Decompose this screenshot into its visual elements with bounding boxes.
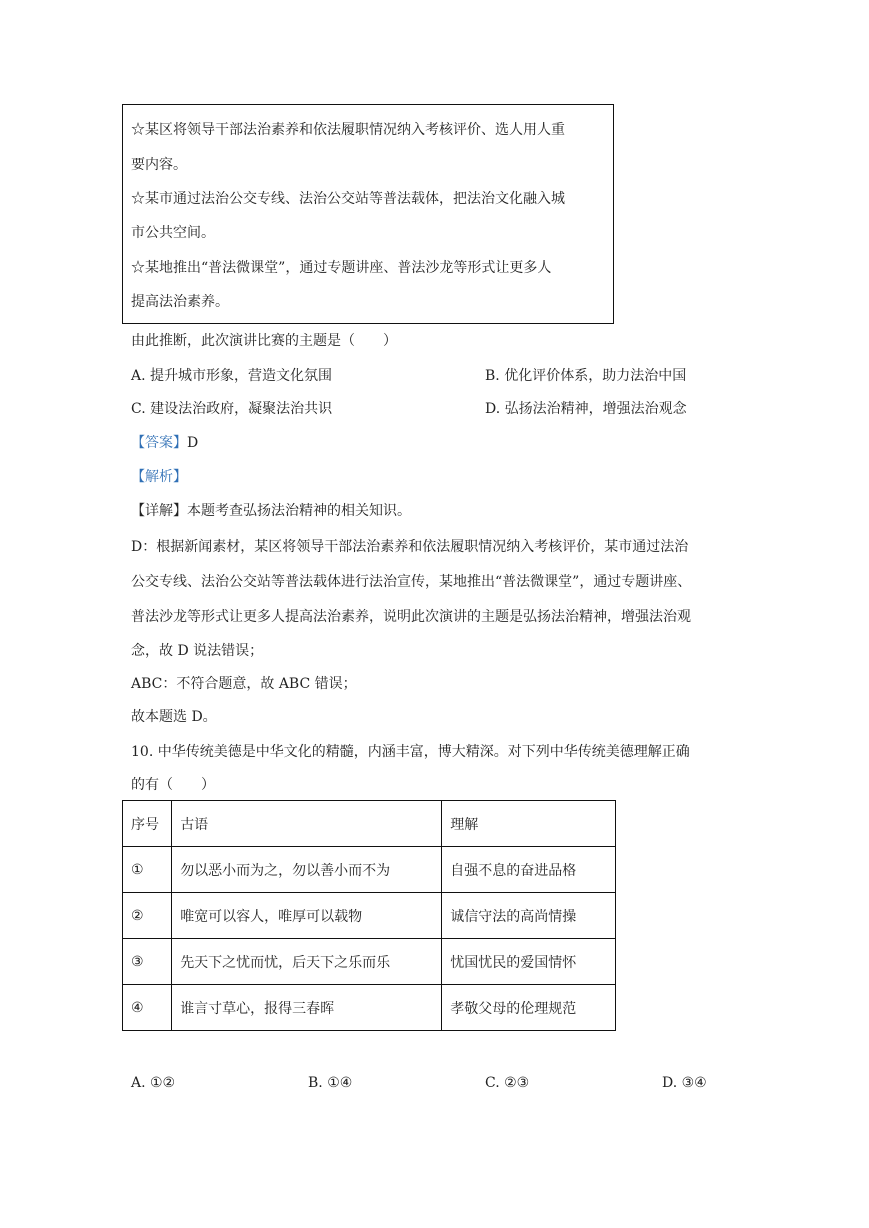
detail-line: 【详解】本题考查弘扬法治精神的相关知识。	[131, 503, 411, 519]
q9-option-a: A. 提升城市形象，营造文化氛围	[131, 368, 333, 384]
header-cell: 序号	[123, 801, 172, 847]
q10-option-c: C. ②③	[485, 1075, 530, 1091]
answer-line	[131, 432, 198, 452]
q10-option-d: D. ③④	[662, 1075, 707, 1091]
header-cell: 理解	[442, 801, 616, 847]
explanation-line: 公交专线、法治公交站等普法载体进行法治宣传，某地推出“普法微课堂”，通过专题讲座、	[131, 574, 692, 590]
answer-label: 【答案】	[131, 435, 187, 451]
table-cell: 谁言寸草心，报得三春晖	[172, 985, 442, 1031]
table-cell: 先天下之忧而忧，后天下之乐而乐	[172, 939, 442, 985]
table-cell: 孝敬父母的伦理规范	[442, 985, 616, 1031]
table-cell: 唯宽可以容人，唯厚可以载物	[172, 893, 442, 939]
conclusion-line: 故本题选 D。	[131, 709, 217, 725]
explanation-line: 普法沙龙等形式让更多人提高法治素养，说明此次演讲的主题是弘扬法治精神，增强法治观	[131, 609, 691, 625]
q10-option-a: A. ①②	[131, 1075, 176, 1091]
material-line: 要内容。	[131, 157, 187, 173]
table-row	[123, 985, 616, 1031]
q9-stem: 由此推断，此次演讲比赛的主题是（ ）	[131, 333, 397, 349]
abc-line: ABC：不符合题意，故 ABC 错误；	[131, 676, 357, 692]
table-row	[123, 847, 616, 893]
answer-value: D	[187, 435, 199, 451]
q9-option-b: B. 优化评价体系，助力法治中国	[485, 368, 687, 384]
table-row	[123, 939, 616, 985]
explanation-line: 念，故 D 说法错误；	[131, 643, 264, 659]
q10-stem-cont: 的有（ ）	[131, 777, 215, 793]
material-line: 市公共空间。	[131, 225, 215, 241]
material-line: ☆某市通过法治公交专线、法治公交站等普法载体，把法治文化融入城	[131, 191, 565, 207]
q9-option-d: D. 弘扬法治精神，增强法治观念	[485, 401, 687, 417]
table-header-row	[123, 801, 616, 847]
q9-option-c: C. 建设法治政府，凝聚法治共识	[131, 401, 333, 417]
table-cell: 自强不息的奋进品格	[442, 847, 616, 893]
virtues-table	[122, 800, 616, 1031]
analysis-label: 【解析】	[131, 469, 187, 485]
table-row	[123, 893, 616, 939]
news-material-box	[122, 104, 614, 324]
table-cell: ③	[123, 939, 172, 985]
table-cell: 诚信守法的高尚情操	[442, 893, 616, 939]
q10-option-b: B. ①④	[308, 1075, 353, 1091]
header-cell: 古语	[172, 801, 442, 847]
material-line: ☆某区将领导干部法治素养和依法履职情况纳入考核评价、选人用人重	[131, 122, 565, 138]
table-cell: 忧国忧民的爱国情怀	[442, 939, 616, 985]
material-line: 提高法治素养。	[131, 294, 229, 310]
explanation-line: D：根据新闻素材，某区将领导干部法治素养和依法履职情况纳入考核评价，某市通过法治	[131, 539, 689, 555]
table-cell: ②	[123, 893, 172, 939]
table-cell: 勿以恶小而为之，勿以善小而不为	[172, 847, 442, 893]
table-cell: ①	[123, 847, 172, 893]
q10-stem: 10. 中华传统美德是中华文化的精髓，内涵丰富，博大精深。对下列中华传统美德理解正确	[131, 744, 690, 760]
table-cell: ④	[123, 985, 172, 1031]
material-line: ☆某地推出“普法微课堂”，通过专题讲座、普法沙龙等形式让更多人	[131, 260, 552, 276]
